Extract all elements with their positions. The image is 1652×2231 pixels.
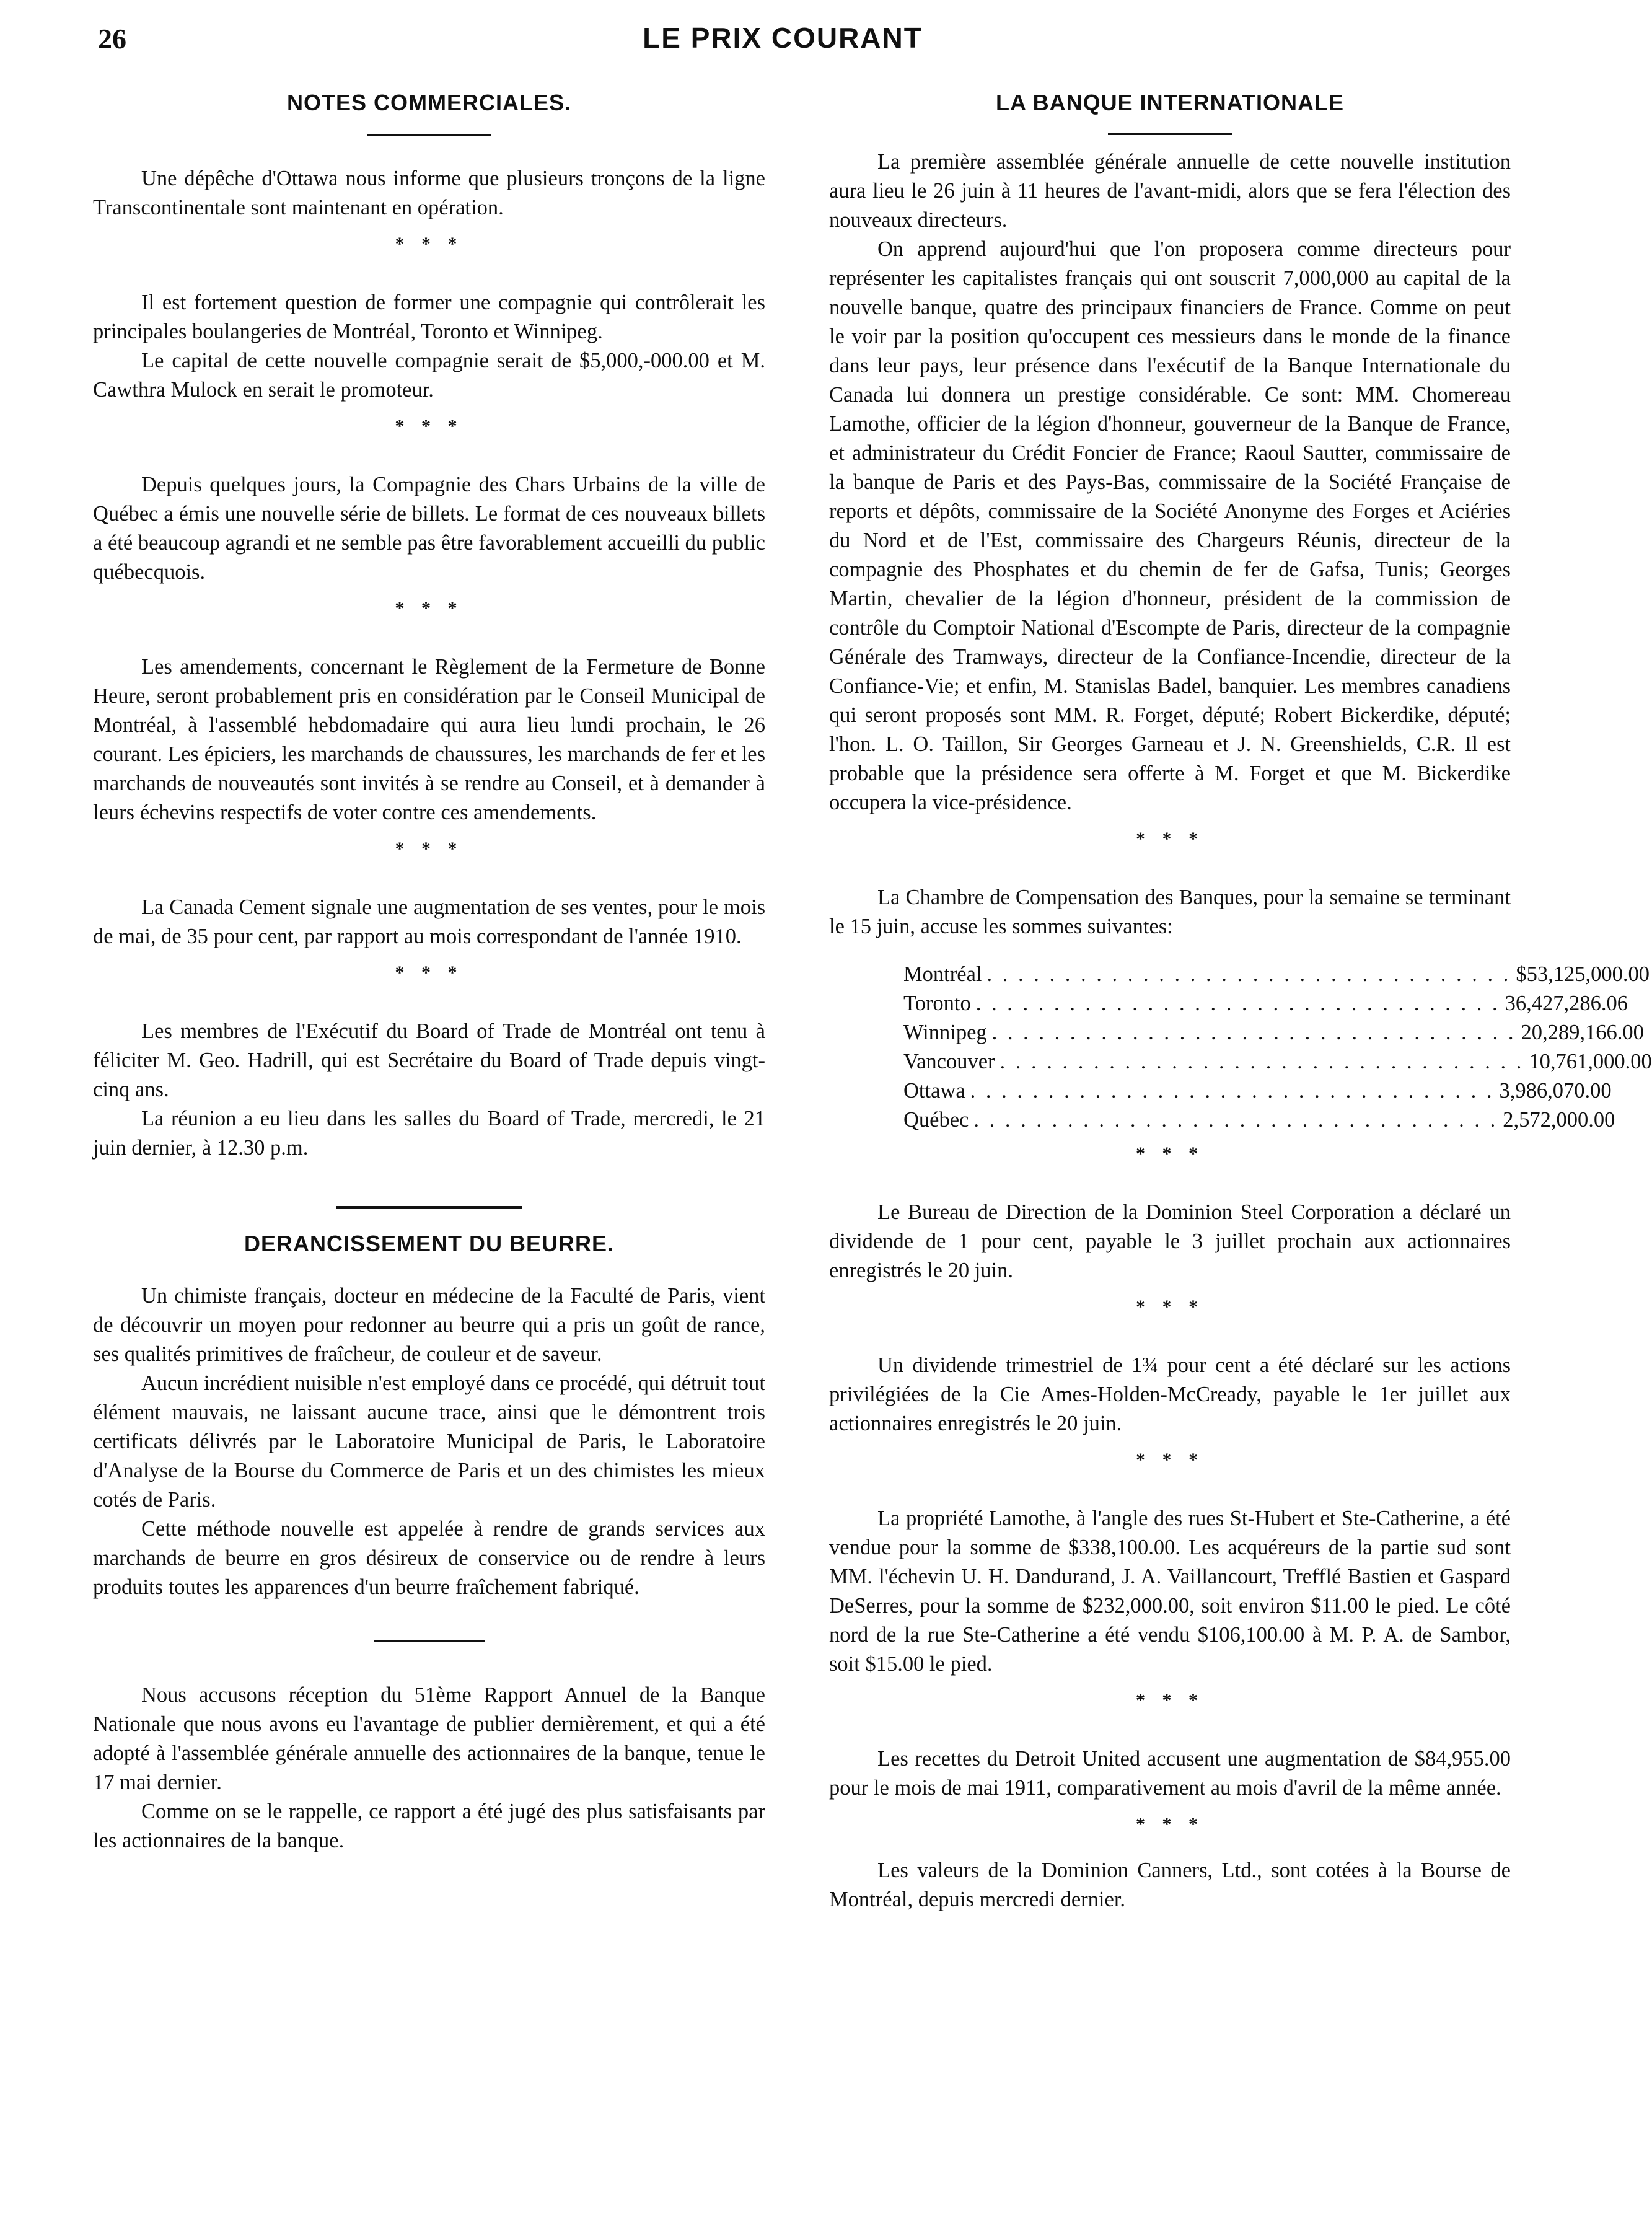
amount: 36,427,286.06 — [1505, 992, 1628, 1015]
city-name: Vancouver — [903, 1050, 995, 1073]
leader-dots: . . . . . . . . . . . . . . . . . . . . . . . . . . . . . . . . . . — [970, 1079, 1495, 1102]
separator-stars: * * * — [395, 598, 464, 618]
journal-title: LE PRIX COURANT — [643, 22, 923, 54]
right-column — [829, 90, 1652, 1914]
paragraph: Une dépêche d'Ottawa nous informe que plusieurs tronçons de la ligne Transcontinentale sont maintenant en opération. — [93, 167, 765, 219]
paragraph: Les membres de l'Exécutif du Board of Trade de Montréal ont tenu à féliciter M. Geo. Hadrill, qui est Secrétaire du Board of Trade depuis vingt-cinq ans. — [93, 1019, 765, 1101]
amount: 3,986,070.00 — [1499, 1079, 1612, 1102]
paragraph: La propriété Lamothe, à l'angle des rues St-Hubert et Ste-Catherine, a été vendue pour la somme de $338,100.00. Les acquéreurs de la partie sud sont MM. l'échevin U. H. Dandurand, J. A. Vaillancourt, Trefflé Bastien et Gaspard DeSerres, pour la somme de $232,000.00, soit environ $11.00 le pied. Le côté nord de la rue Ste-Catherine a été vendu $106,100.00 à M. P. A. de Sambor, soit $15.00 le pied. — [829, 1507, 1511, 1676]
city-name: Winnipeg — [903, 1021, 987, 1044]
paragraph: Les amendements, concernant le Règlement de la Fermeture de Bonne Heure, seront probablement pris en considération par le Conseil Municipal de Montréal, à l'assemblé hebdomadaire qui aura lieu lundi prochain, le 26 courant. Les épiciers, les marchands de chaussures, les marchands de fer et les marchands de nouveautés sont invités à se rendre au Conseil, et à demander à leurs échevins respectifs de voter contre ces amendements. — [93, 655, 765, 824]
left-column — [93, 90, 765, 1855]
page-number: 26 — [98, 23, 126, 55]
separator-stars: * * * — [1136, 829, 1204, 849]
paragraph: La réunion a eu lieu dans les salles du Board of Trade, mercredi, le 21 juin dernier, à 12.30 p.m. — [93, 1107, 765, 1160]
separator-stars: * * * — [395, 838, 464, 859]
section-rule — [374, 1640, 485, 1642]
leader-dots: . . . . . . . . . . . . . . . . . . . . . . . . . . . . . . . . . . — [1000, 1050, 1524, 1073]
paragraph: Les valeurs de la Dominion Canners, Ltd., sont cotées à la Bourse de Montréal, depuis mercredi dernier. — [829, 1859, 1511, 1911]
city-name: Toronto — [903, 992, 971, 1015]
table-row — [903, 1076, 1612, 1106]
leader-dots: . . . . . . . . . . . . . . . . . . . . . . . . . . . . . . . . . . — [975, 992, 1500, 1015]
paragraph: La Chambre de Compensation des Banques, pour la semaine se terminant le 15 juin, accuse les sommes suivantes: — [829, 886, 1511, 938]
city-name: Ottawa — [903, 1079, 965, 1102]
table-row — [903, 1047, 1652, 1076]
section-title-beurre: DERANCISSEMENT DU BEURRE. — [244, 1231, 615, 1256]
separator-stars: * * * — [395, 962, 464, 983]
paragraph: Un chimiste français, docteur en médecine de la Faculté de Paris, vient de découvrir un moyen pour redonner au beurre qui a pris un goût de rance, ses qualités primitives de fraîcheur, de couleur et de saveur. — [93, 1284, 765, 1366]
leader-dots: . . . . . . . . . . . . . . . . . . . . . . . . . . . . . . . . . . — [986, 962, 1511, 986]
amount: 2,572,000.00 — [1503, 1108, 1615, 1132]
title-rule — [367, 134, 491, 136]
table-row — [903, 1018, 1644, 1047]
separator-stars: * * * — [395, 416, 464, 436]
city-name: Montréal — [903, 962, 982, 986]
city-name: Québec — [903, 1108, 969, 1132]
table-row — [903, 989, 1628, 1018]
separator-stars: * * * — [1136, 1296, 1204, 1317]
amount: $53,125,000.00 — [1516, 962, 1650, 986]
paragraph: La Canada Cement signale une augmentation de ses ventes, pour le mois de mai, de 35 pour cent, par rapport au mois correspondant de l'année 1910. — [93, 895, 765, 948]
separator-stars: * * * — [1136, 1450, 1204, 1470]
section-rule — [336, 1206, 522, 1209]
clearing-house-table — [903, 960, 1652, 1135]
paragraph: Un dividende trimestriel de 1¾ pour cent a été déclaré sur les actions privilégiées de la Cie Ames-Holden-McCready, payable le 1er juillet aux actionnaires enregistrés le 20 juin. — [829, 1353, 1511, 1435]
leader-dots: . . . . . . . . . . . . . . . . . . . . . . . . . . . . . . . . . . — [973, 1108, 1498, 1132]
table-row — [903, 960, 1650, 989]
amount: 20,289,166.00 — [1521, 1021, 1644, 1044]
paragraph: Le capital de cette nouvelle compagnie serait de $5,000,-000.00 et M. Cawthra Mulock en serait le promoteur. — [93, 349, 765, 402]
paragraph: Aucun incrédient nuisible n'est employé dans ce procédé, qui détruit tout élément mauvais, ne laissant aucune trace, ainsi que le démontrent trois certificats délivrés par le Laboratoire Municipal de Paris, le Laboratoire d'Analyse de la Bourse du Commerce de Paris et un des chimistes les mieux cotés de Paris. — [93, 1371, 765, 1512]
paragraph: La première assemblée générale annuelle de cette nouvelle institution aura lieu le 26 juin à 11 heures de l'avant-midi, alors que se fera l'élection des nouveaux directeurs. — [829, 150, 1511, 232]
paragraph: Nous accusons réception du 51ème Rapport Annuel de la Banque Nationale que nous avons eu l'avantage de publier dernièrement, et qui a été adopté à l'assemblée générale annuelle des actionnaires de la banque, tenue le 17 mai dernier. — [93, 1683, 765, 1794]
paragraph: Comme on se le rappelle, ce rapport a été jugé des plus satisfaisants par les actionnaires de la banque. — [93, 1800, 765, 1852]
section-title-banque: LA BANQUE INTERNATIONALE — [996, 90, 1344, 115]
separator-stars: * * * — [395, 234, 464, 254]
paragraph: Il est fortement question de former une compagnie qui contrôlerait les principales boulangeries de Montréal, Toronto et Winnipeg. — [93, 291, 765, 343]
separator-stars: * * * — [1136, 1814, 1204, 1834]
separator-stars: * * * — [1136, 1690, 1204, 1710]
paragraph: Le Bureau de Direction de la Dominion Steel Corporation a déclaré un dividende de 1 pour cent, payable le 3 juillet prochain aux actionnaires enregistrés le 20 juin. — [829, 1200, 1511, 1282]
table-row — [903, 1106, 1615, 1135]
page-header — [0, 19, 1565, 62]
paragraph: Les recettes du Detroit United accusent une augmentation de $84,955.00 pour le mois de mai 1911, comparativement au mois d'avril de la même année. — [829, 1747, 1511, 1800]
paragraph: On apprend aujourd'hui que l'on proposera comme directeurs pour représenter les capitalistes français qui ont souscrit 7,000,000 au capital de la nouvelle banque, quatre des principaux financiers de France. Comme on peut le voir par la position qu'occupent ces messieurs dans le monde de la finance dans leur pays, leur présence dans l'exécutif de la Banque Internationale du Canada lui donnera un prestige considérable. Ce sont: MM. Chomereau Lamothe, officier de la légion d'honneur, gouverneur de la Banque de France, et administrateur du Crédit Foncier de France; Raoul Sautter, commissaire de la banque de Paris et des Pays-Bas, commissaire de la Société Française de reports et dépôts, commissaire de la Société Anonyme des Forges et Aciéries du Nord et de l'Est, commissaire des Chargeurs Réunis, directeur de la compagnie des Phosphates et du chemin de fer de Gafsa, Tunis; Georges Martin, chevalier de la légion d'honneur, président de la commission de contrôle du Comptoir National d'Escompte de Paris, directeur de la compagnie Générale des Tramways, directeur de la Confiance-Incendie, directeur de la Confiance-Vie; et enfin, M. Stanislas Badel, banquier. Les membres canadiens qui seront proposés sont MM. R. Forget, député; Robert Bickerdike, député; l'hon. L. O. Taillon, Sir Georges Garneau et J. N. Greenshields, C.R. Il est probable que la présidence sera offerte à M. Forget et que M. Bickerdike occupera la vice-présidence. — [829, 237, 1511, 814]
paragraph: Cette méthode nouvelle est appelée à rendre de grands services aux marchands de beurre en gros désireux de conservice ou de rendre à leurs produits toutes les apparences d'un beurre fraîchement fabriqué. — [93, 1517, 765, 1599]
paragraph: Depuis quelques jours, la Compagnie des Chars Urbains de la ville de Québec a émis une nouvelle série de billets. Le format de ces nouveaux billets a été beaucoup agrandi et ne semble pas être favorablement accueilli du public québecquois. — [93, 473, 765, 584]
section-title-notes: NOTES COMMERCIALES. — [286, 90, 571, 115]
separator-stars: * * * — [1136, 1143, 1204, 1164]
title-rule — [1108, 133, 1232, 135]
amount: 10,761,000.00 — [1529, 1050, 1652, 1073]
leader-dots: . . . . . . . . . . . . . . . . . . . . . . . . . . . . . . . . . . — [991, 1021, 1516, 1044]
